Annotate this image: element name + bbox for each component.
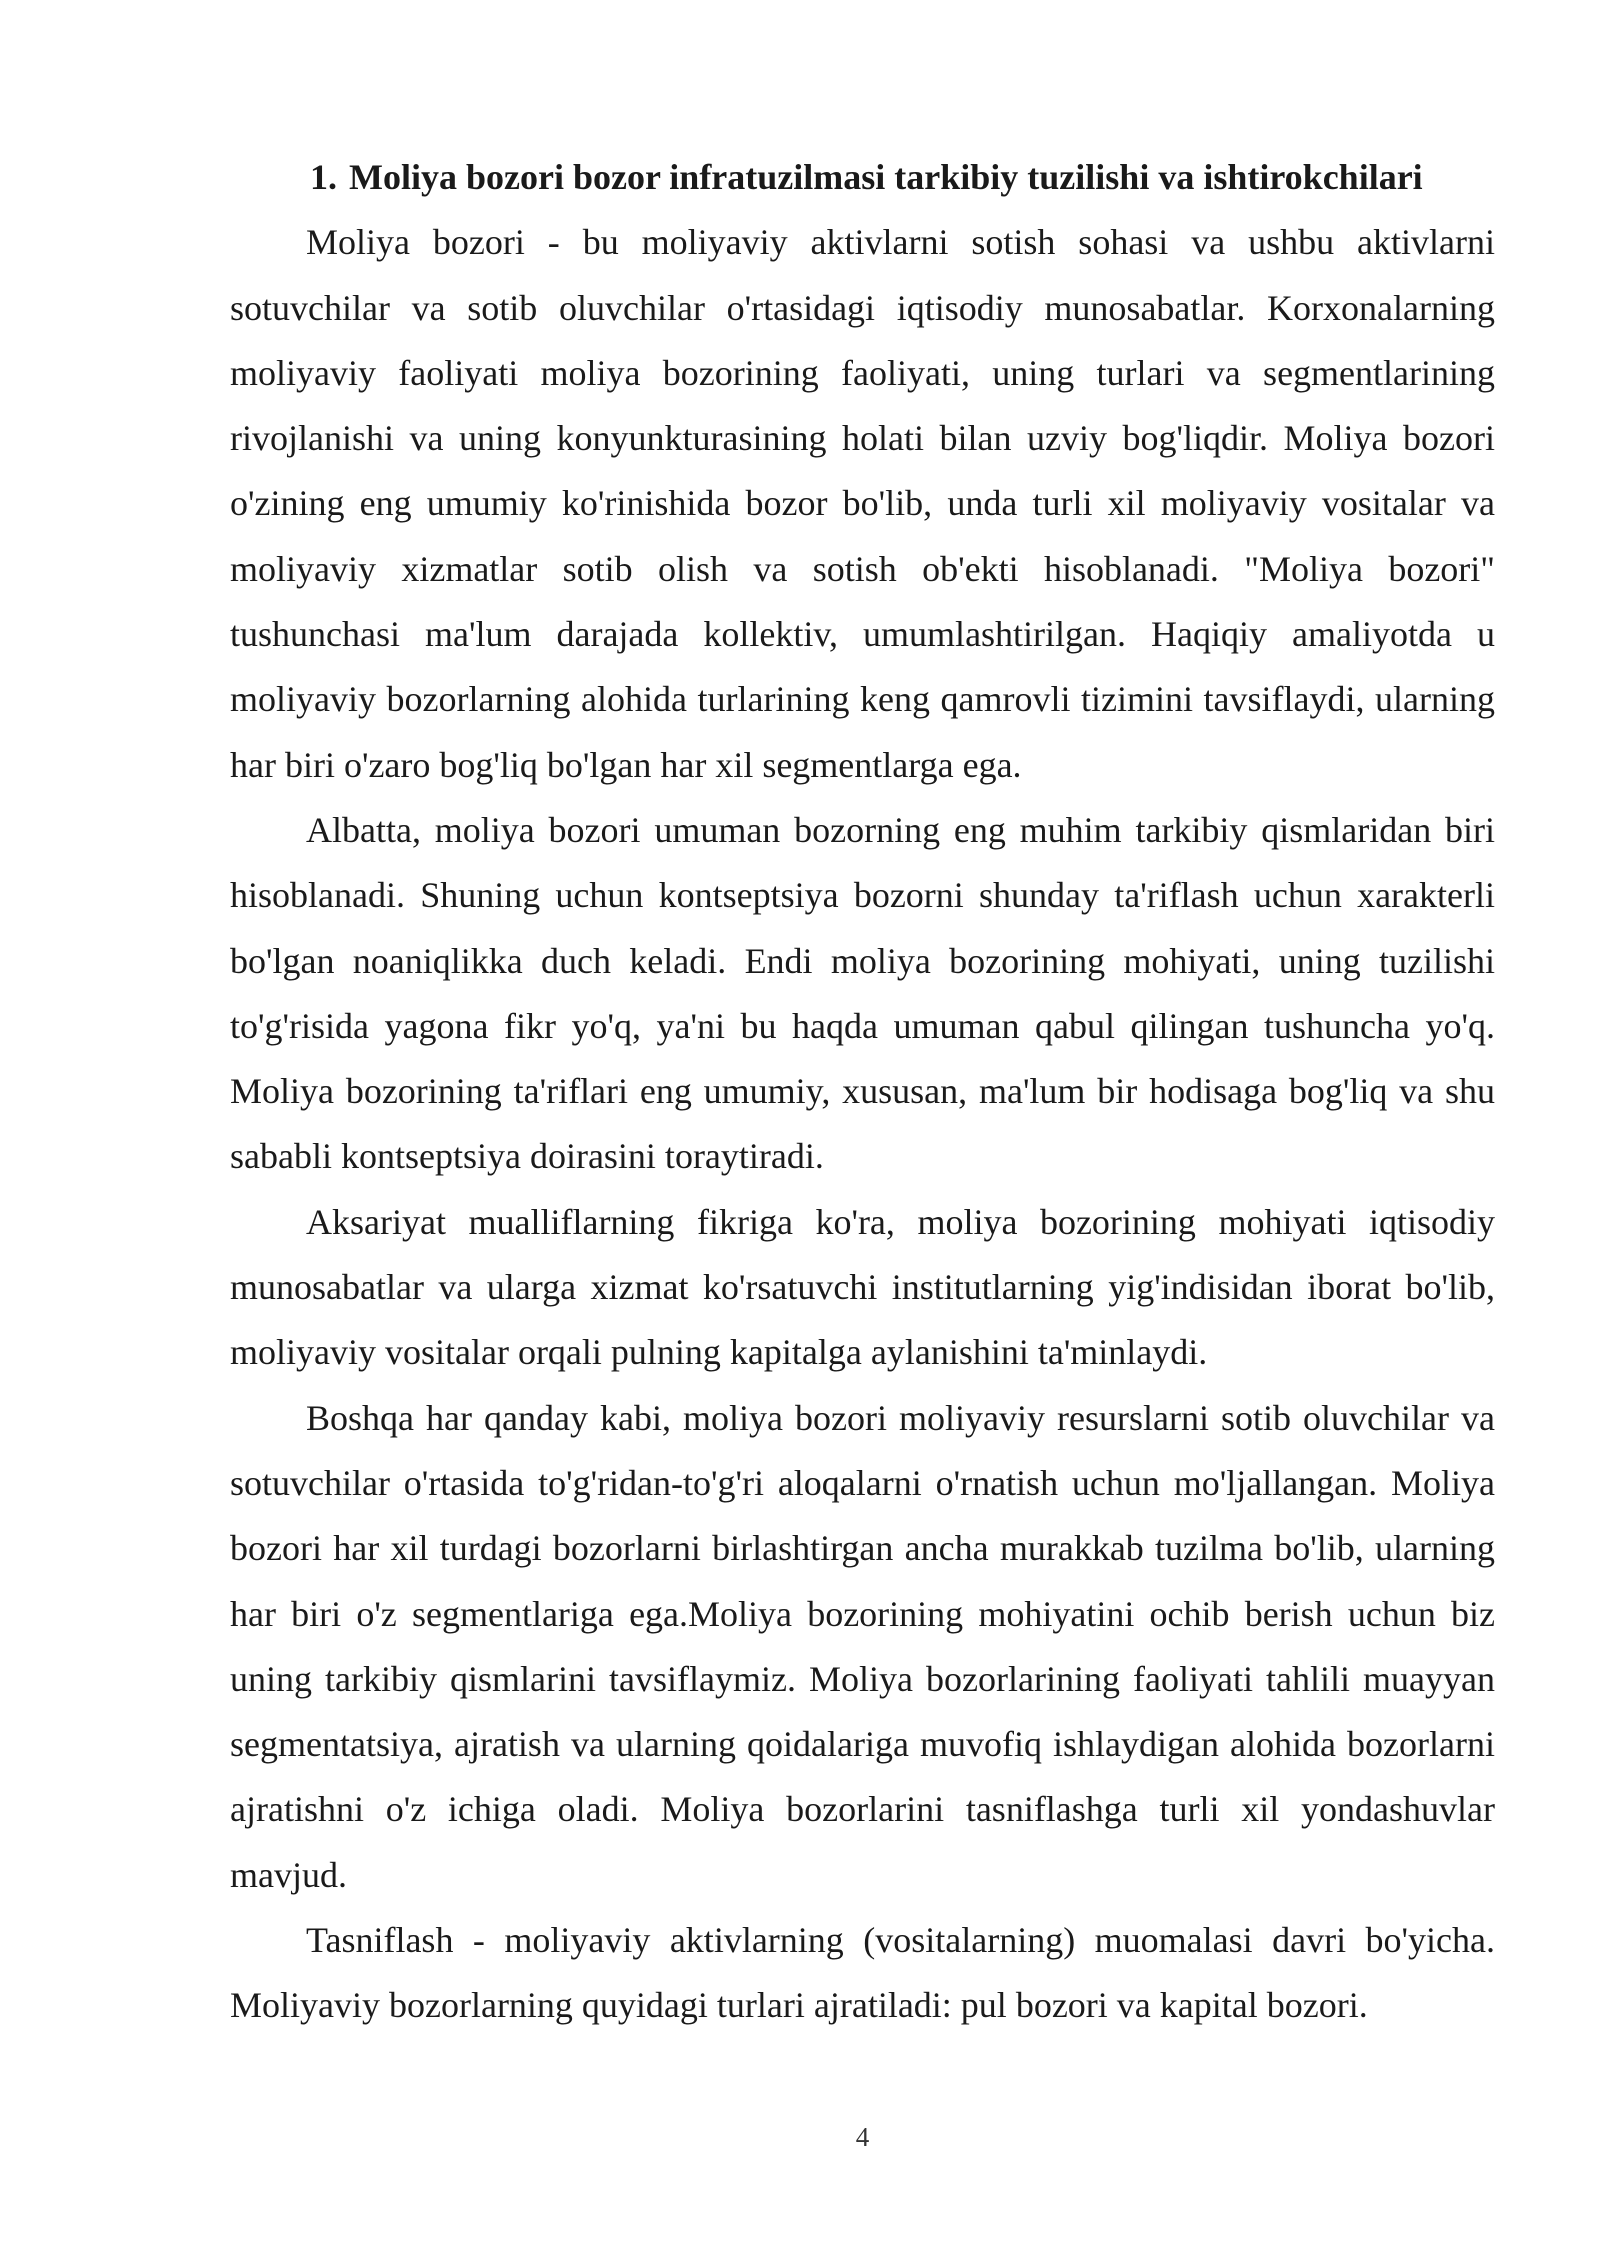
page-number: 4 <box>855 2122 870 2152</box>
paragraph: Aksariyat mualliflarning fikriga ko'ra, moliya bozorining mohiyati iqtisodiy munosabatlar va ularga xizmat ko'rsatuvchi institutlarning yig'indisidan iborat bo'lib, moliyaviy vositalar orqali pulning kapitalga aylanishini ta'minlaydi. <box>230 1201 1495 1373</box>
section-title: Moliya bozori bozor infratuzilmasi tarkibiy tuzilishi va ishtirokchilari <box>349 157 1423 197</box>
paragraph: Boshqa har qanday kabi, moliya bozori moliyaviy resurslarni sotib oluvchilar va sotuvchilar o'rtasida to'g'ridan-to'g'ri aloqalarni o'rnatish uchun mo'ljallangan. Moliya bozori har xil turdagi bozorlarni birlashtirgan ancha murakkab tuzilma bo'lib, ularning har biri o'z segmentlariga ega.Moliya bozorining mohiyatini ochib berish uchun biz uning tarkibiy qismlarini tavsiflaymiz. Moliya bozorlarining faoliyati tahlili muayyan segmentatsiya, ajratish va ularning qoidalariga muvofiq ishlaydigan alohida bozorlarni ajratishni o'z ichiga oladi. Moliya bozorlarini tasniflashga turli xil yondashuvlar mavjud. <box>230 1397 1495 1895</box>
paragraph: Moliya bozori - bu moliyaviy aktivlarni sotish sohasi va ushbu aktivlarni sotuvchilar va sotib oluvchilar o'rtasidagi iqtisodiy munosabatlar. Korxonalarning moliyaviy faoliyati moliya bozorining faoliyati, uning turlari va segmentlarining rivojlanishi va uning konyunkturasining holati bilan uzviy bog'liqdir. Moliya bozori o'zining eng umumiy ko'rinishida bozor bo'lib, unda turli xil moliyaviy vositalar va moliyaviy xizmatlar sotib olish va sotish ob'ekti hisoblanadi. "Moliya bozori" tushunchasi ma'lum darajada kollektiv, umumlashtirilgan. Haqiqiy amaliyotda u moliyaviy bozorlarning alohida turlarining keng qamrovli tizimini tavsiflaydi, ularning har biri o'zaro bog'liq bo'lgan har xil segmentlarga ega. <box>230 222 1495 785</box>
page-content <box>230 145 1495 2039</box>
paragraph: Albatta, moliya bozori umuman bozorning eng muhim tarkibiy qismlaridan biri hisoblanadi. Shuning uchun kontseptsiya bozorni shunday ta'riflash uchun xarakterli bo'lgan noaniqlikka duch keladi. Endi moliya bozorining mohiyati, uning tuzilishi to'g'risida yagona fikr yo'q, ya'ni bu haqda umuman qabul qilingan tushuncha yo'q. Moliya bozorining ta'riflari eng umumiy, xususan, ma'lum bir hodisaga bog'liq va shu sababli kontseptsiya doirasini toraytiradi. <box>230 809 1495 1177</box>
section-heading <box>230 145 1495 210</box>
section-number: 1. <box>310 157 337 197</box>
paragraph: Tasniflash - moliyaviy aktivlarning (vositalarning) muomalasi davri bo'yicha. Moliyaviy bozorlarning quyidagi turlari ajratiladi: pul bozori va kapital bozori. <box>230 1920 1495 2026</box>
